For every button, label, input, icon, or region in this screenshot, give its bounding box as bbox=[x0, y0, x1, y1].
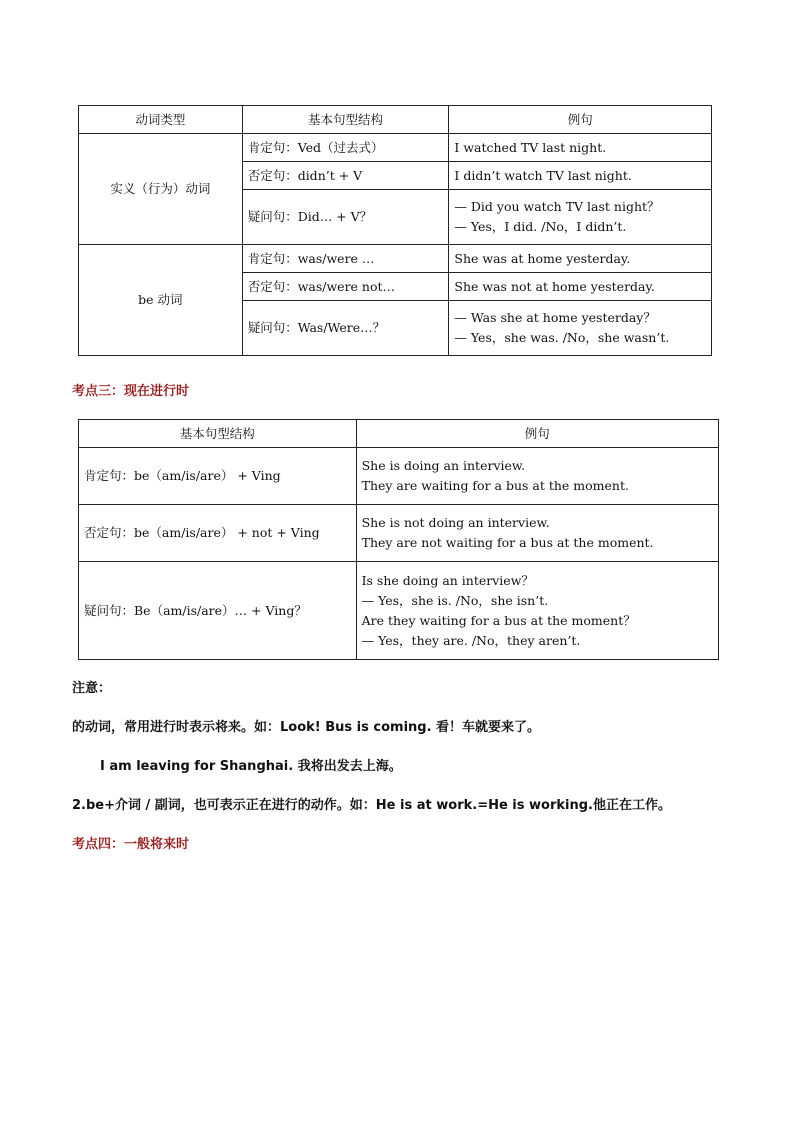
note-line-2: I am leaving for Shanghai. 我将出发去上海。 bbox=[100, 759, 402, 774]
structure-cell: 疑问句：Was/Were…？ bbox=[242, 301, 449, 356]
example-line: — Yes，she was. /No，she wasn’t. bbox=[454, 330, 670, 345]
example-line: She was at home yesterday. bbox=[454, 250, 631, 266]
table-row bbox=[79, 134, 712, 162]
example-cell bbox=[449, 134, 712, 162]
header-verb-type: 动词类型 bbox=[79, 106, 243, 134]
example-line: She is not doing an interview. bbox=[361, 515, 550, 530]
header-structure: 基本句型结构 bbox=[79, 420, 357, 448]
note-label: 注意： bbox=[72, 681, 112, 696]
example-line: I didn’t watch TV last night. bbox=[454, 167, 632, 183]
example-line: I watched TV last night. bbox=[454, 139, 607, 155]
example-cell bbox=[356, 448, 718, 505]
structure-cell: 肯定句：was/were … bbox=[242, 245, 449, 273]
example-line: They are waiting for a bus at the moment. bbox=[361, 478, 629, 493]
example-line: She is doing an interview. bbox=[361, 458, 526, 473]
verb-type-cell: be 动词 bbox=[79, 245, 243, 356]
table-row bbox=[79, 505, 719, 562]
note-line-3: 2.be+介词 / 副词，也可表示正在进行的动作。如：He is at work.=He is working.他正在工作。 bbox=[72, 798, 671, 813]
example-cell bbox=[356, 505, 718, 562]
example-line: Is she doing an interview？ bbox=[361, 572, 534, 588]
example-line: — Did you watch TV last night？ bbox=[454, 199, 660, 214]
structure-cell: 肯定句：Ved（过去式） bbox=[242, 134, 449, 162]
example-cell bbox=[449, 301, 712, 356]
structure-cell: 否定句：was/were not… bbox=[242, 273, 449, 301]
header-structure: 基本句型结构 bbox=[242, 106, 449, 134]
structure-cell: 疑问句：Did… + V？ bbox=[242, 190, 449, 245]
past-tense-table bbox=[78, 105, 712, 356]
structure-cell: 否定句：be（am/is/are） + not + Ving bbox=[79, 505, 357, 562]
verb-type-cell: 实义（行为）动词 bbox=[79, 134, 243, 245]
example-line: — Yes，they are. /No，they aren’t. bbox=[361, 632, 581, 648]
header-example: 例句 bbox=[356, 420, 718, 448]
example-line: Are they waiting for a bus at the moment？ bbox=[361, 612, 636, 628]
example-line: — Yes，I did. /No，I didn’t. bbox=[454, 219, 627, 234]
table-header-row bbox=[79, 106, 712, 134]
example-cell bbox=[356, 562, 718, 660]
note-line-1: 的动词，常用进行时表示将来。如：Look! Bus is coming. 看！车就要来了。 bbox=[72, 720, 541, 735]
structure-cell: 肯定句：be（am/is/are） + Ving bbox=[79, 448, 357, 505]
table-row bbox=[79, 245, 712, 273]
header-example: 例句 bbox=[449, 106, 712, 134]
section-heading-4: 考点四：一般将来时 bbox=[72, 837, 190, 852]
example-cell bbox=[449, 190, 712, 245]
table-row bbox=[79, 448, 719, 505]
example-cell bbox=[449, 245, 712, 273]
present-continuous-table bbox=[78, 419, 719, 660]
example-line: They are not waiting for a bus at the moment. bbox=[361, 535, 654, 550]
example-cell bbox=[449, 273, 712, 301]
example-line: — Was she at home yesterday？ bbox=[454, 310, 656, 325]
table-row bbox=[79, 562, 719, 660]
example-cell bbox=[449, 162, 712, 190]
structure-cell: 否定句：didn’t + V bbox=[242, 162, 449, 190]
example-line: — Yes，she is. /No，she isn’t. bbox=[361, 592, 549, 608]
structure-cell: 疑问句：Be（am/is/are）… + Ving？ bbox=[79, 562, 357, 660]
example-line: She was not at home yesterday. bbox=[454, 278, 655, 294]
table-header-row bbox=[79, 420, 719, 448]
section-heading-3: 考点三：现在进行时 bbox=[72, 384, 190, 399]
